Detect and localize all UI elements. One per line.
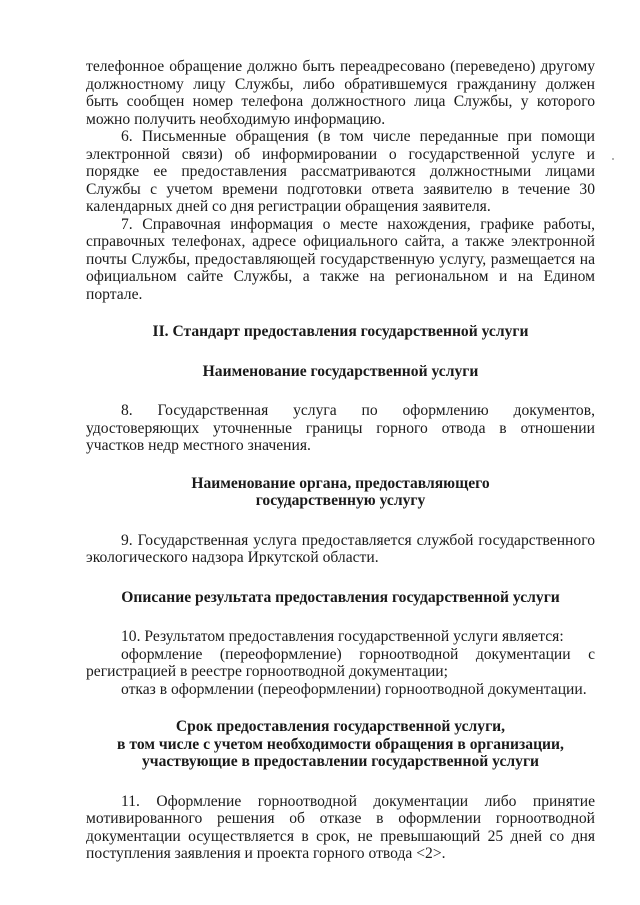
paragraph-9: 9. Государственная услуга предоставляется службой государственного экологического надзора Иркутской области. [86, 531, 595, 566]
heading-term-line2: в том числе с учетом необходимости обращения в организации, [117, 735, 564, 753]
paragraph-10: 10. Результатом предоставления государственной услуги является: [121, 628, 564, 645]
paragraph-8: 8. Государственная услуга по оформлению документов, удостоверяющих уточненные границы горного отвода в отношении участков недр местного значения. [86, 402, 595, 454]
document-body [86, 58, 595, 863]
paragraph-6: 6. Письменные обращения (в том числе переданные при помощи электронной связи) об информировании о государственной услуге и порядке ее предоставления рассматриваются должностными лицами Службы с учетом времени подготовки ответа заявителю в течение 30 календарных дней со дня регистрации обращения заявителя. [86, 128, 595, 215]
paragraph-11: 11. Оформление горноотводной документации либо принятие мотивированного решения об отказе в оформлении горноотводной документации осуществляется в срок, не превышающий 25 дней со дня поступления заявления и проекта горного отвода <2>. [86, 792, 595, 862]
heading-term-line1: Срок предоставления государственной услуги, [175, 718, 506, 735]
result-item-1: оформление (переоформление) горноотводной документации с регистрацией в реестре горноотводной документации; [86, 645, 595, 680]
heading-authority-line2: государственную услугу [255, 492, 426, 509]
heading-service-name: Наименование государственной услуги [202, 362, 479, 380]
paragraph-continuation: телефонное обращение должно быть переадресовано (переведено) другому должностному лицу Службы, либо обратившемуся гражданину должен быть сообщен номер телефона должностного лица Службы, у которого можно получить необходимую информацию. [86, 58, 595, 128]
paragraph-7: 7. Справочная информация о месте нахождения, графике работы, справочных телефонах, адресе официального сайта, а также электронной почты Службы, предоставляющей государственную услугу, размещается на официальном сайте Службы, а также на региональном и на Едином портале. [86, 215, 595, 303]
heading-term [86, 718, 595, 771]
scan-speck [612, 158, 614, 160]
heading-result: Описание результата предоставления государственной услуги [121, 588, 560, 606]
heading-term-line3: участвующие в предоставлении государственной услуги [141, 753, 540, 770]
result-item-2: отказ в оформлении (переоформлении) горноотводной документации. [121, 680, 587, 698]
heading-authority-line1: Наименование органа, предоставляющего [191, 474, 490, 492]
section-title: II. Стандарт предоставления государственной услуги [152, 323, 529, 340]
heading-authority [86, 475, 595, 510]
